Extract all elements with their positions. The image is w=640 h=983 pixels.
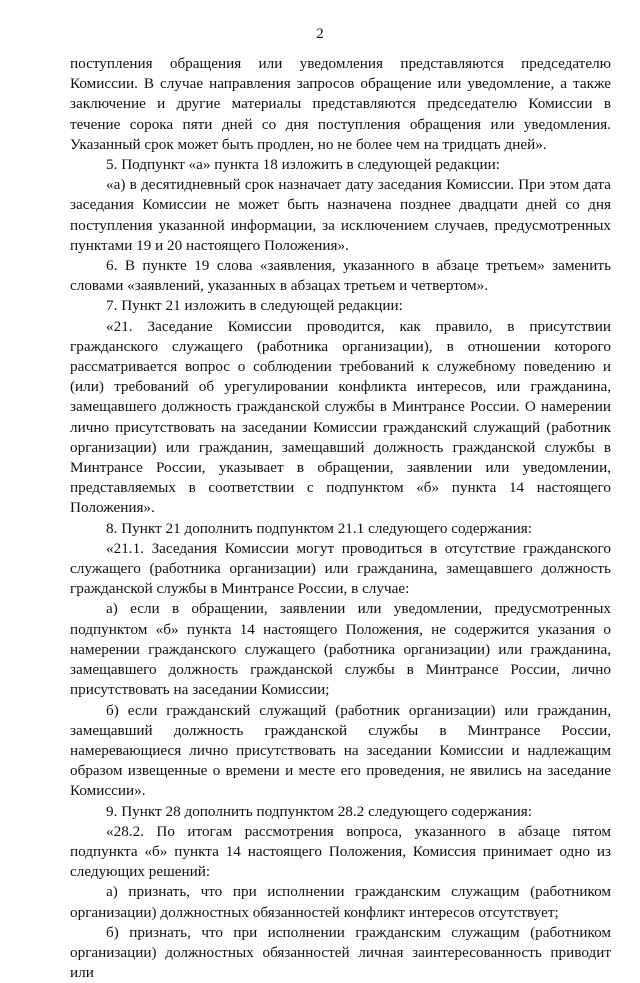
- document-paragraph: «28.2. По итогам рассмотрения вопроса, указанного в абзаце пятом подпункта «б» пункта 14 настоящего Положения, Комиссия принимает одно из следующих решений:: [70, 822, 611, 881]
- document-body: [70, 54, 611, 983]
- document-paragraph: поступления обращения или уведомления представляются председателю Комиссии. В случае направления запросов обращение или уведомление, а также заключение и другие материалы представляются председателю Комиссии в течение сорока пяти дней со дня поступления обращения или уведомления. Указанный срок может быть продлен, но не более чем на тридцать дней».: [70, 55, 611, 153]
- document-paragraph: а) признать, что при исполнении гражданским служащим (работником организации) должностных обязанностей конфликт интересов отсутствует;: [70, 883, 611, 921]
- document-paragraph: 7. Пункт 21 изложить в следующей редакции:: [106, 297, 403, 315]
- document-paragraph: «21. Заседание Комиссии проводится, как правило, в присутствии гражданского служащего (работника организации), в отношении которого рассматривается вопрос о соблюдении требований к служебному поведению и (или) требований об урегулировании конфликта интересов, или гражданина, замещавшего должность гражданской службы в Минтрансе России. О намерении лично присутствовать на заседании Комиссии гражданский служащий (работник организации) или гражданин, замещавший должность гражданской службы в Минтрансе России, указывает в обращении, заявлении или уведомлении, представляемых в соответствии с подпунктом «б» пункта 14 настоящего Положения».: [70, 317, 611, 517]
- document-paragraph: 8. Пункт 21 дополнить подпунктом 21.1 следующего содержания:: [106, 519, 532, 537]
- document-paragraph: «21.1. Заседания Комиссии могут проводиться в отсутствие гражданского служащего (работника организации) или гражданина, замещавшего должность гражданской службы в Минтрансе России, в случае:: [70, 539, 611, 598]
- page-number: 2: [316, 26, 324, 42]
- document-paragraph: 5. Подпункт «а» пункта 18 изложить в следующей редакции:: [106, 156, 500, 174]
- document-paragraph: а) если в обращении, заявлении или уведомлении, предусмотренных подпунктом «б» пункта 14 настоящего Положения, не содержится указания о намерении гражданского служащего (работника организации) или гражданина, замещавшего должность гражданской службы в Минтрансе России, лично присутствовать на заседании Комиссии;: [70, 600, 611, 699]
- document-paragraph: б) признать, что при исполнении гражданским служащим (работником организации) должностных обязанностей личная заинтересованность приводит или: [70, 923, 611, 982]
- document-paragraph: б) если гражданский служащий (работник организации) или гражданин, замещавший должность гражданской службы в Минтрансе России, намеревающиеся лично присутствовать на заседании Комиссии и надлежащим образом извещенные о времени и месте его проведения, не явились на заседание Комиссии».: [70, 701, 611, 800]
- document-paragraph: «а) в десятидневный срок назначает дату заседания Комиссии. При этом дата заседания Комиссии не может быть назначена позднее двадцати дней со дня поступления указанной информации, за исключением случаев, предусмотренных пунктами 19 и 20 настоящего Положения».: [70, 176, 611, 254]
- document-paragraph: 6. В пункте 19 слова «заявления, указанного в абзаце третьем» заменить словами «заявлений, указанных в абзацах третьем и четвертом».: [70, 257, 611, 295]
- document-paragraph: 9. Пункт 28 дополнить подпунктом 28.2 следующего содержания:: [106, 802, 532, 820]
